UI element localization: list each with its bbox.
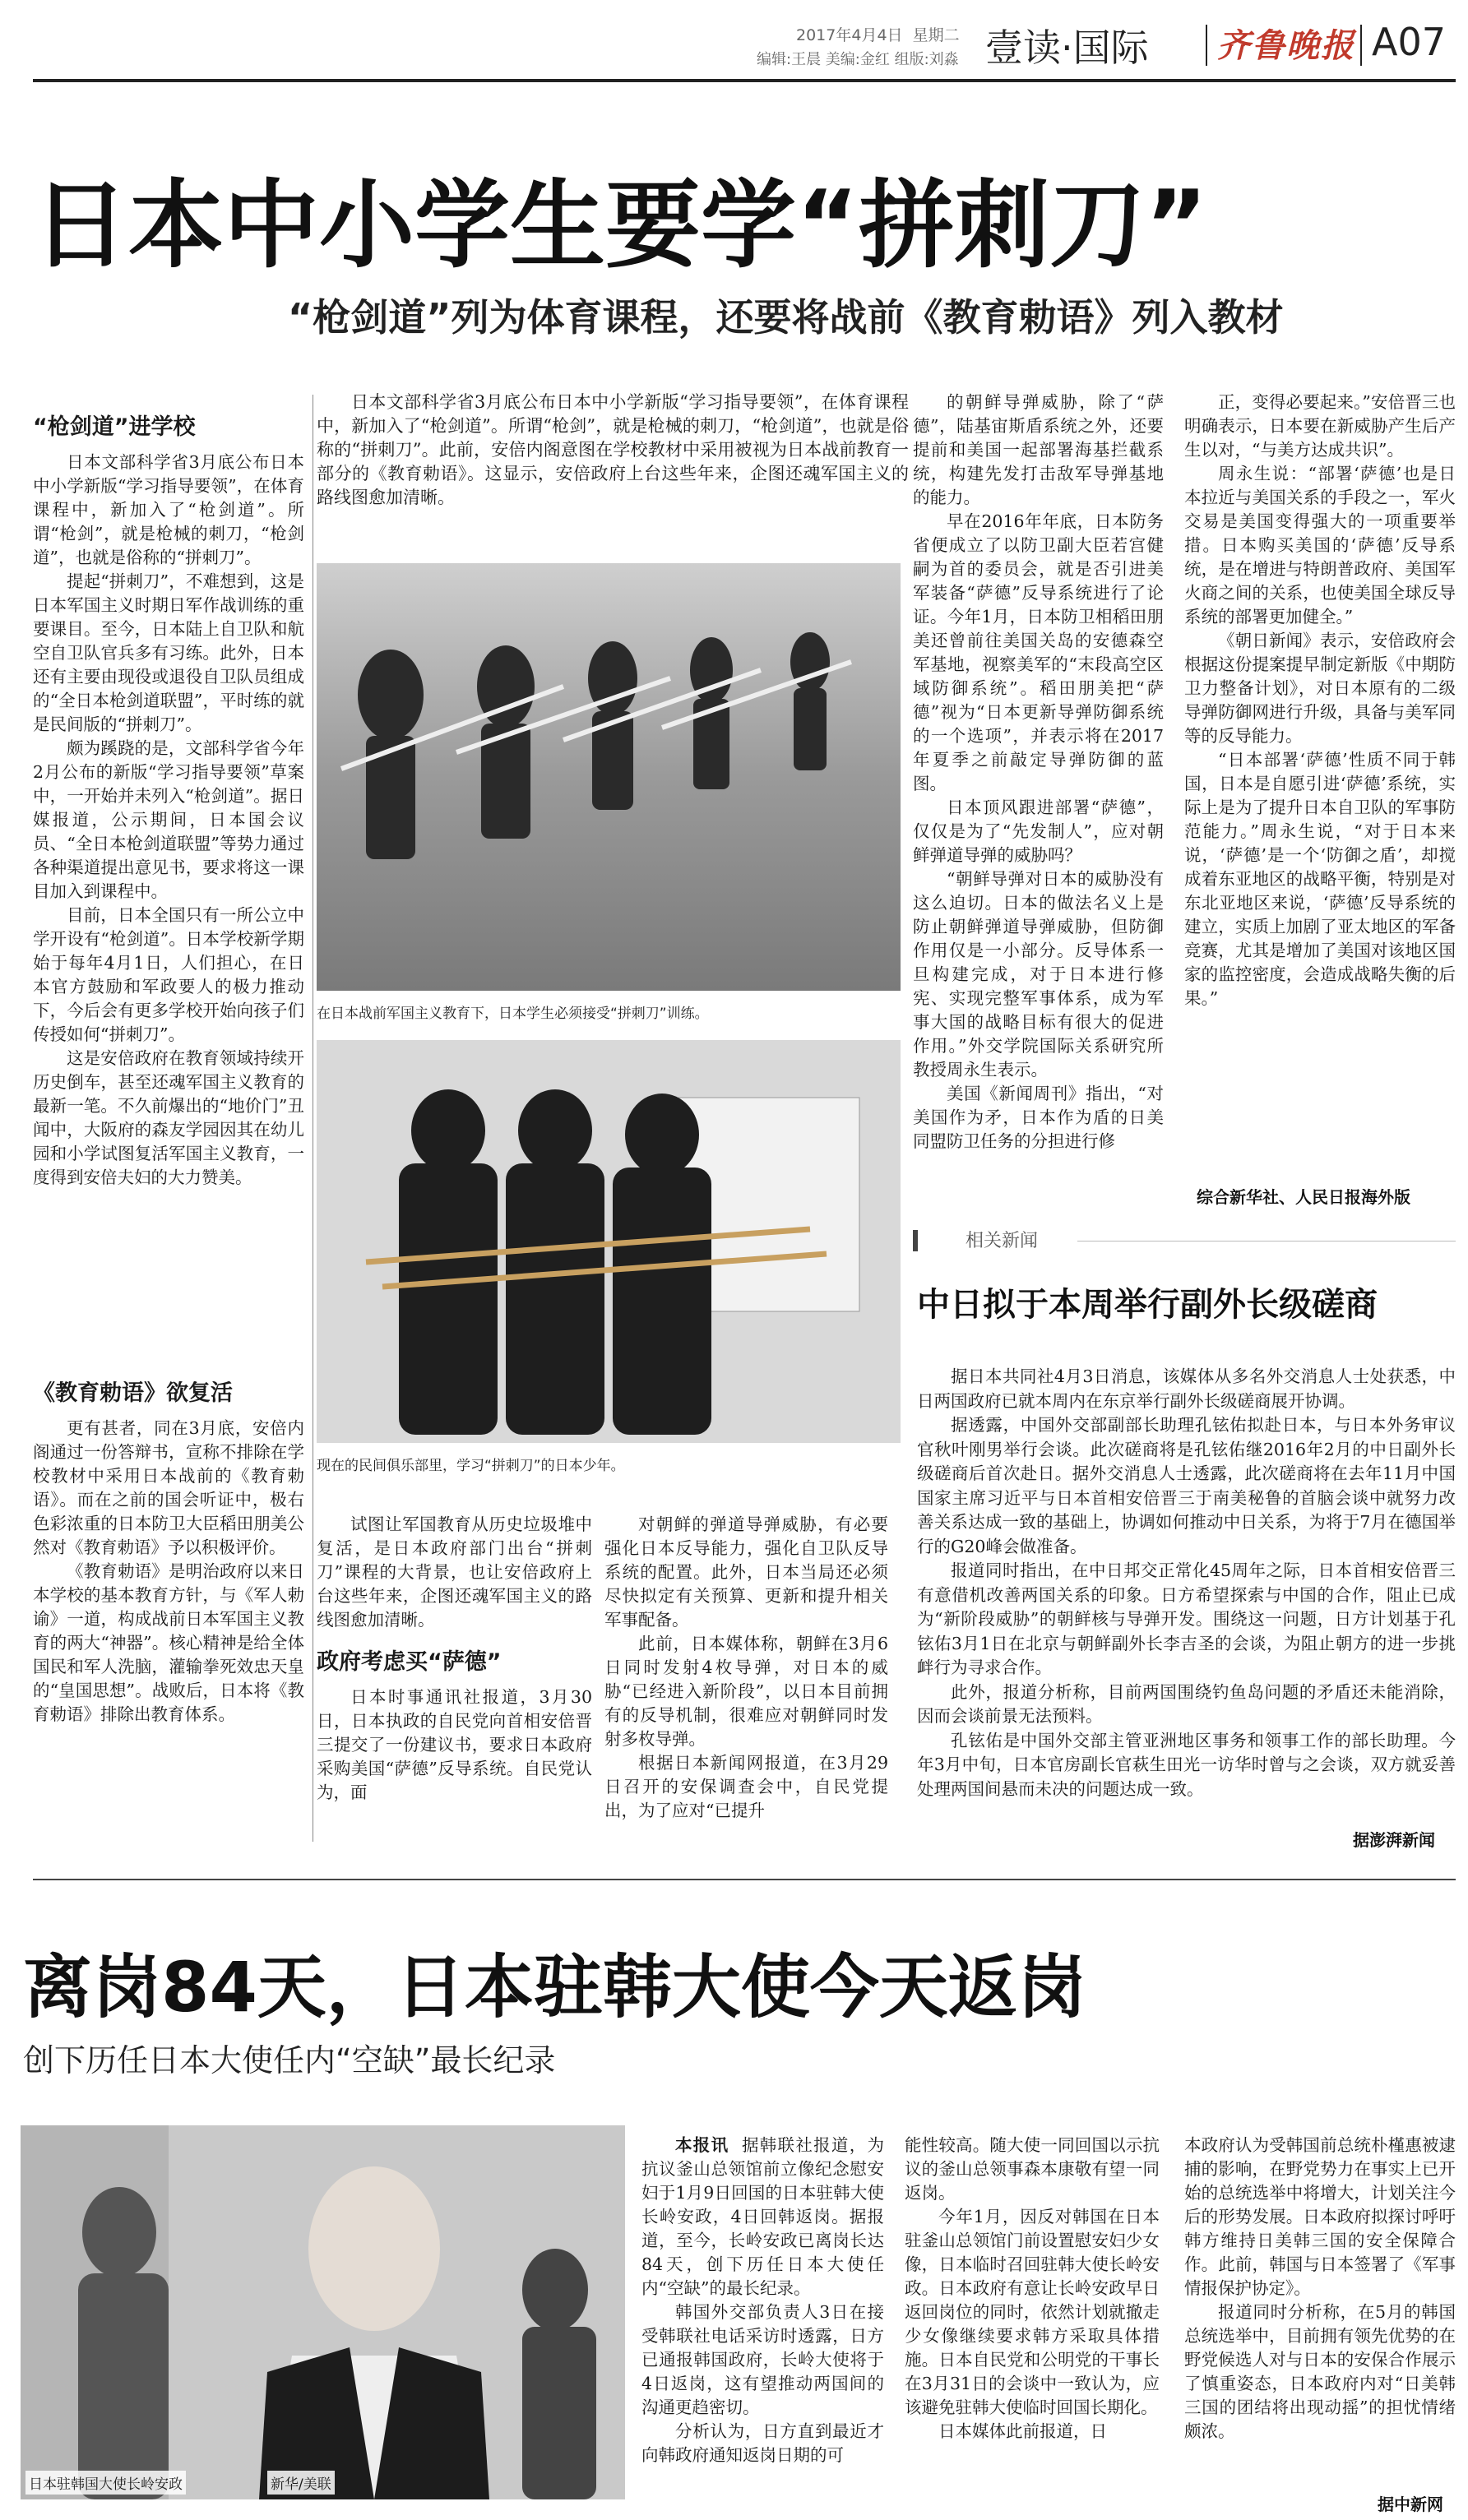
weekday-text: 星期二	[912, 26, 960, 44]
paragraph: 日本时事通讯社报道，3月30日，日本执政的自民党向首相安倍晋三提交了一份建议书，要求日本政府采购美国“萨德”反导系统。自民党认为，面	[317, 1687, 592, 1802]
article1-column-4	[1184, 391, 1456, 1188]
paragraph: 今年1月，因反对韩国在日本驻釜山总领馆门前设置慰安妇少女像，日本临时召回驻韩大使长岭安政。日本政府有意让长岭安政早日返回岗位的同时，依然计划就撤走少女像继续要求韩方采取具体措施。日本自民党和公明党的干事长在3月31日的会谈中一致认为，应该避免驻韩大使临时回国长期化。	[905, 2207, 1160, 2417]
photo3-credit: 新华/美联	[267, 2471, 335, 2495]
masthead-date	[796, 23, 960, 45]
bayonet-training-image	[317, 563, 901, 991]
photo-modern-club-youth	[317, 1040, 901, 1443]
paragraph: 此前，日本媒体称，朝鲜在3月6日同时发射4枚导弹，对日本的威胁“已经进入新阶段”，以日本目前拥有的反导机制，很难应对朝鲜同时发射多枚导弹。	[604, 1634, 888, 1749]
article1-lead	[317, 391, 909, 547]
paragraph: 提起“拼刺刀”，不难想到，这是日本军国主义时期日军作战训练的重要课目。至今，日本陆上自卫队和航空自卫队官兵多有习练。此外，日本还有主要由现役或退役自卫队员组成的“全日本枪剑道联盟”，平时练的就是民间版的“拼刺刀”。	[33, 571, 304, 734]
paragraph-with-byline	[641, 2134, 884, 2300]
paragraph: “日本部署‘萨德’性质不同于韩国，日本是自愿引进‘萨德’系统，实际上是为了提升日本自卫队的军事防范能力。”周永生说，“对于日本来说，‘萨德’是一个‘防御之盾’，却搅成着东亚地区的战略平衡，特别是对东北亚地区来说，‘萨德’反导系统的建立，实质上加剧了亚太地区的军备竞赛，尤其是增加了美国对该地区国家的监控密度，会造成战略失衡的后果。”	[1184, 750, 1456, 1008]
masthead-editors: 编辑:王晨 美编:金红 组版:刘淼	[757, 51, 959, 68]
paragraph: 的朝鲜导弹威胁，除了“萨德”，陆基宙斯盾系统之外，还要提前和美国一起部署海基拦截系统，构建先发打击敌军导弹基地的能力。	[913, 392, 1164, 507]
paragraph: 能性较高。随大使一同回国以示抗议的釜山总领事森本康敬有望一同返岗。	[905, 2135, 1160, 2203]
photo-ambassador	[21, 2125, 625, 2499]
article1-column-3b	[604, 1513, 888, 1842]
article1-column-1b	[33, 1381, 304, 1842]
paragraph: 孔铉佑是中国外交部主管亚洲地区事务和领事工作的部长助理。今年3月中旬，日本官房副长官萩生田光一访华时曾与之会谈，双方就妥善处理两国间悬而未决的问题达成一致。	[917, 1730, 1456, 1799]
paragraph: 颇为蹊跷的是，文部科学省今年2月公布的新版“学习指导要领”草案中，一开始并未列入“枪剑道”。据日媒报道，公示期间，日本国会议员、“全日本枪剑道联盟”等势力通过各种渠道提出意见书，要求将这一课目加入到课程中。	[33, 738, 304, 901]
paper-logo: 齐鲁晚报	[1217, 26, 1355, 65]
article1-column-1	[33, 399, 304, 1385]
paragraph: 本政府认为受韩国前总统朴槿惠被逮捕的影响，在野党势力在事实上已开始的总统选举中将增大，计划关注今后的形势发展。日本政府拟探讨呼吁韩方维持日美韩三国的安全保障合作。此前，韩国与日本签署了《军事情报保护协定》。	[1184, 2135, 1456, 2298]
photo2-caption: 现在的民间俱乐部里，学习“拼刺刀”的日本少年。	[317, 1458, 625, 1474]
section-separator	[33, 1879, 1456, 1880]
article2-title: 离岗84天，日本驻韩大使今天返岗	[23, 1947, 1086, 2028]
article2-column-3	[1184, 2134, 1456, 2495]
paragraph: 《朝日新闻》表示，安倍政府会根据这份提案提早制定新版《中期防卫力整备计划》，对日本原有的二级导弹防御网进行升级，具备与美军同等的反导能力。	[1184, 631, 1456, 746]
paragraph: 此外，报道分析称，目前两国围绕钓鱼岛问题的矛盾还未能消除，因而会谈前景无法预料。	[917, 1681, 1456, 1726]
article1-column-3	[913, 391, 1164, 1205]
related-body	[917, 1365, 1456, 1829]
subhead-jiaoyu-chokugo: 《教育勅语》欲复活	[33, 1381, 233, 1406]
paragraph: 正，变得必要起来。”安倍晋三也明确表示，日本要在新威胁产生后产生以对，“与美方达成共识”。	[1184, 392, 1456, 460]
article2-subtitle: 创下历任日本大使任内“空缺”最长纪录	[23, 2042, 556, 2078]
paragraph: 周永生说：“部署‘萨德’也是日本拉近与美国关系的手段之一，军火交易是美国变得强大的一项重要举措。日本购买美国的‘萨德’反导系统，是在增进与特朗普政府、美国军火商之间的关系，也使美国全球反导系统的部署更加健全。”	[1184, 464, 1456, 627]
photo-prewar-bayonet-training	[317, 563, 901, 991]
youth-kendo-image	[317, 1040, 901, 1443]
paragraph: 据透露，中国外交部副部长助理孔铉佑拟赴日本，与日本外务审议官秋叶刚男举行会谈。此次磋商将是孔铉佑继2016年2月的中日副外长级磋商后首次赴日。据外交消息人士透露，此次磋商将在去年11月中国国家主席习近平与日本首相安倍晋三于南美秘鲁的首脑会谈中就努力改善关系达成一致的基础上，协调如何推动中日关系，为将于7月在德国举行的G20峰会做准备。	[917, 1415, 1456, 1556]
related-tag-line	[1077, 1241, 1456, 1242]
subhead-qiangjiandao: “枪剑道”进学校	[33, 414, 196, 440]
masthead-rule	[33, 79, 1456, 82]
paragraph: 美国《新闻周刊》指出，“对美国作为矛，日本作为盾的日美同盟防卫任务的分担进行修	[913, 1084, 1164, 1151]
masthead-divider-2	[1360, 25, 1362, 66]
paragraph: 韩国外交部负责人3日在接受韩联社电话采访时透露，日方已通报韩国政府，长岭大使将于4日返岗，这有望推动两国间的沟通更趋密切。	[641, 2302, 884, 2417]
paragraph: 目前，日本全国只有一所公立中学开设有“枪剑道”。日本学校新学期始于每年4月1日，人们担心，在日本官方鼓励和军政要人的极力推动下，今后会有更多学校开始向孩子们传授如何“拼刺刀”。	[33, 905, 304, 1044]
lead-paragraph: 日本文部科学省3月底公布日本中小学新版“学习指导要领”，在体育课程中，新加入了“枪剑道”。所谓“枪剑”，就是枪械的刺刀，“枪剑道”，也就是俗称的“拼刺刀”。此前，安倍内阁意图在学校教材中采用被视为日本战前教育一部分的《教育勅语》。这显示，安倍政府上台这些年来，企图还魂军国主义的路线图愈加清晰。	[317, 392, 909, 507]
ambassador-image	[21, 2125, 625, 2499]
subhead-thaad: 政府考虑买“萨德”	[317, 1649, 502, 1675]
article1-title: 日本中小学生要学“拼刺刀”	[33, 170, 1208, 281]
paragraph: 早在2016年年底，日本防务省便成立了以防卫副大臣若宫健嗣为首的委员会，就是否引进美军装备“萨德”反导系统进行了论证。今年1月，日本防卫相稻田朋美还曾前往美国关岛的安德森空军基地，视察美军的“末段高空区域防御系统”。稻田朋美把“萨德”视为“日本更新导弹防御系统的一个选项”，并表示将在2017年夏季之前敲定导弹防御的蓝图。	[913, 511, 1164, 793]
masthead-divider-1	[1206, 25, 1207, 66]
paragraph: 根据日本新闻网报道，在3月29日召开的安保调查会中，自民党提出，为了应对“已提升	[604, 1753, 888, 1820]
paragraph: 分析认为，日方直到最近才向韩政府通知返岗日期的可	[641, 2421, 884, 2465]
paragraph: 据日本共同社4月3日消息，该媒体从多名外交消息人士处获悉，中日两国政府已就本周内在东京举行副外长级磋商展开协调。	[917, 1366, 1456, 1411]
paragraph: 对朝鲜的弹道导弹威胁，有必要强化日本反导能力，强化自卫队反导系统的配置。此外，日本当局还必须尽快拟定有关预算、更新和提升相关军事配备。	[604, 1514, 888, 1630]
paragraph: 报道同时分析称，在5月的韩国总统选举中，目前拥有领先优势的在野党候选人对与日本的安保合作展示了慎重姿态，日本政府内对“日美韩三国的团结将出现动摇”的担忧情绪颇浓。	[1184, 2302, 1456, 2441]
paragraph: 《教育勅语》是明治政府以来日本学校的基本教育方针，与《军人勅谕》一道，构成战前日本军国主义教育的两大“神器”。核心精神是给全体国民和军人洗脑，灌输拳死效忠天皇的“皇国思想”。战败后，日本将《教育勅语》排除出教育体系。	[33, 1561, 304, 1724]
paragraph-text: 据韩联社报道，为抗议釜山总领馆前立像纪念慰安妇于1月9日回国的日本驻韩大使长岭安政，4日回韩返岗。据报道，至今，长岭安政已离岗长达84天，创下历任日本大使任内“空缺”的最长纪录。	[641, 2135, 884, 2298]
paragraph: 更有甚者，同在3月底，安倍内阁通过一份答辩书，宣称不排除在学校教材中采用日本战前的《教育勅语》。而在之前的国会听证中，极右色彩浓重的日本防卫大臣稻田朋美公然对《教育勅语》予以积极评价。	[33, 1418, 304, 1557]
paragraph: 试图让军国教育从历史垃圾堆中复活，是日本政府部门出台“拼刺刀”课程的大背景，也让安倍政府上台这些年来，企图还魂军国主义的路线图愈加清晰。	[317, 1514, 592, 1630]
paragraph: 这是安倍政府在教育领域持续开历史倒车，甚至还魂军国主义教育的最新一笔。不久前爆出的“地价门”丑闻中，大阪府的森友学园因其在幼儿园和小学试图复活军国主义教育，一度得到安倍夫妇的大力赞美。	[33, 1048, 304, 1187]
photo3-caption: 日本驻韩国大使长岭安政	[25, 2471, 186, 2495]
paragraph: 日本顶风跟进部署“萨德”，仅仅是为了“先发制人”，应对朝鲜弹道导弹的威胁吗？	[913, 798, 1164, 865]
article2-column-2	[905, 2134, 1160, 2504]
byline: 本报讯	[675, 2135, 729, 2155]
article2-column-1	[641, 2134, 884, 2504]
article1-column-2b	[317, 1513, 592, 1842]
page-number: A07	[1372, 20, 1447, 64]
related-title: 中日拟于本周举行副外长级磋商	[917, 1286, 1378, 1324]
related-credit: 据澎湃新闻	[1353, 1830, 1435, 1850]
photo1-caption: 在日本战前军国主义教育下，日本学生必须接受“拼刺刀”训练。	[317, 1006, 709, 1022]
related-tag-text: 相关新闻	[966, 1231, 1039, 1251]
paragraph: 日本媒体此前报道，日	[938, 2421, 1107, 2441]
paragraph: 日本文部科学省3月底公布日本中小学新版“学习指导要领”，在体育课程中，新加入了“枪剑道”。所谓“枪剑”，就是枪械的刺刀，“枪剑道”，也就是俗称的“拼刺刀”。	[33, 452, 304, 567]
related-tag	[913, 1227, 1456, 1255]
paragraph: 报道同时指出，在中日邦交正常化45周年之际，日本首相安倍晋三有意借机改善两国关系的印象。日方希望探索与中国的合作，阻止已成为“新阶段威胁”的朝鲜核与导弹开发。围绕这一问题，日方计划基于孔铉佑3月1日在北京与朝鲜副外长李吉圣的会谈，为阻止朝方的进一步挑衅行为寻求合作。	[917, 1561, 1456, 1677]
related-tag-bar	[913, 1230, 918, 1251]
article1-credit: 综合新华社、人民日报海外版	[1197, 1187, 1410, 1207]
article1-subtitle: “枪剑道”列为体育课程，还要将战前《教育勅语》列入教材	[288, 295, 1284, 340]
paragraph: “朝鲜导弹对日本的威胁没有这么迫切。日本的做法名义上是防止朝鲜弹道导弹威胁，但防御作用仅是一小部分。反导体系一旦构建完成，对于日本进行修宪、实现完整军事体系，成为军事大国的战略目标有很大的促进作用。”外交学院国际关系研究所教授周永生表示。	[913, 869, 1164, 1080]
section-name: 壹读·国际	[985, 25, 1149, 70]
date-text: 2017年4月4日	[796, 26, 903, 44]
article2-credit: 据中新网	[1378, 2495, 1443, 2514]
